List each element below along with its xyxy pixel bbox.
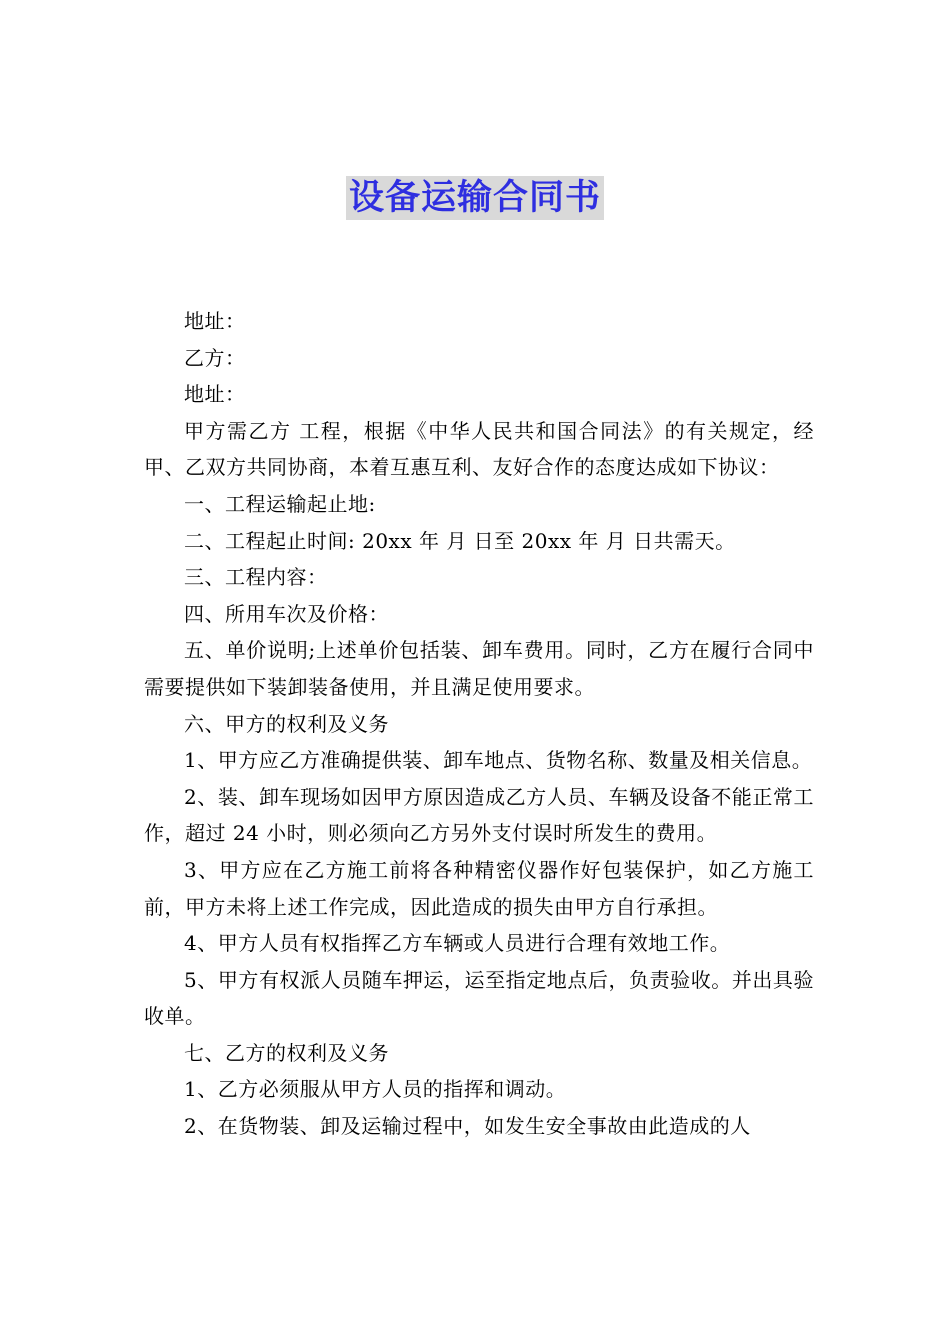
- paragraph-address-a: 地址：: [184, 309, 246, 333]
- paragraph-clause-6-item-4: 4、甲方人员有权指挥乙方车辆或人员进行合理有效地工作。: [184, 931, 731, 956]
- paragraph-clause-6-item-3: 3、甲方应在乙方施工前将各种精密仪器作好包装保护，如乙方施工前，甲方未将上述工作完成，因此造成的损失由甲方自行承担。: [144, 857, 814, 919]
- paragraph-party-b: 乙方：: [184, 345, 246, 370]
- paragraph-clause-7-heading: 七、乙方的权利及义务: [184, 1040, 389, 1065]
- document-body: [144, 303, 814, 1145]
- paragraph-clause-6-item-5: 5、甲方有权派人员随车押运，运至指定地点后，负责验收。并出具验收单。: [144, 967, 814, 1029]
- paragraph-clause-6-item-2: 2、装、卸车现场如因甲方原因造成乙方人员、车辆及设备不能正常工作，超过 24 小时，则必须向乙方另外支付误时所发生的费用。: [144, 784, 814, 846]
- paragraph-clause-5: 五、单价说明;上述单价包括装、卸车费用。同时，乙方在履行合同中需要提供如下装卸装备使用，并且满足使用要求。: [144, 638, 814, 699]
- paragraph-clause-6-heading: 六、甲方的权利及义务: [184, 711, 389, 736]
- title-container: [0, 176, 950, 220]
- paragraph-clause-3: 三、工程内容：: [184, 565, 328, 590]
- paragraph-clause-7-item-2: 2、在货物装、卸及运输过程中，如发生安全事故由此造成的人: [184, 1114, 751, 1139]
- paragraph-clause-1: 一、工程运输起止地:: [184, 491, 376, 516]
- paragraph-clause-6-item-1: 1、甲方应乙方准确提供装、卸车地点、货物名称、数量及相关信息。: [184, 748, 813, 773]
- paragraph-clause-4: 四、所用车次及价格：: [184, 601, 389, 626]
- paragraph-preamble: 甲方需乙方 工程，根据《中华人民共和国合同法》的有关规定，经甲、乙双方共同协商，本着互惠互利、友好合作的态度达成如下协议：: [144, 418, 814, 480]
- paragraph-address-b: 地址：: [184, 382, 246, 407]
- document-title: 设备运输合同书: [346, 176, 604, 220]
- paragraph-clause-7-item-1: 1、乙方必须服从甲方人员的指挥和调动。: [184, 1077, 567, 1102]
- paragraph-clause-2: 二、工程起止时间: 20xx 年 月 日至 20xx 年 月 日共需天。: [184, 528, 736, 553]
